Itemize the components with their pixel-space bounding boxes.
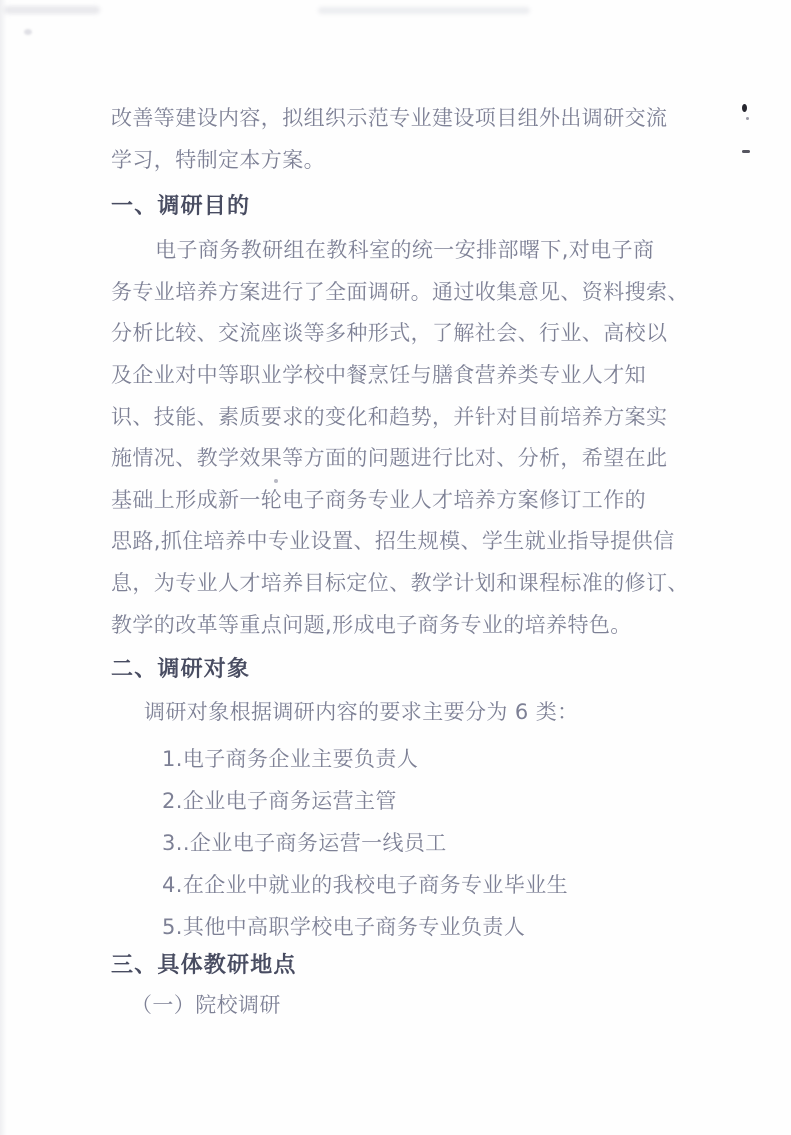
text-line: 教学的改革等重点问题,形成电子商务专业的培养特色。 <box>111 612 632 637</box>
scan-speck <box>742 104 747 112</box>
scan-smudge <box>318 7 530 14</box>
list-item: 1.电子商务企业主要负责人 <box>162 746 419 771</box>
text-line: 学习，特制定本方案。 <box>111 147 325 172</box>
scan-smudge <box>24 29 32 35</box>
text-line: 改善等建设内容，拟组织示范专业建设项目组外出调研交流 <box>111 106 668 130</box>
section2-lead: 调研对象根据调研内容的要求主要分为 6 类： <box>144 700 579 725</box>
intro-paragraph <box>111 98 696 181</box>
section2-list <box>111 738 696 948</box>
text-line: 及企业对中等职业学校中餐烹饪与膳食营养类专业人才知 <box>111 362 646 387</box>
list-item: 2.企业电子商务运营主管 <box>162 788 397 813</box>
list-item: 4.在企业中就业的我校电子商务专业毕业生 <box>162 872 569 897</box>
text-line: 思路,抓住培养中专业设置、招生规模、学生就业指导提供信 <box>111 529 675 554</box>
section2-heading: 二、调研对象 <box>111 657 251 683</box>
text-line: 息，为专业人才培养目标定位、教学计划和课程标准的修订、 <box>111 570 689 595</box>
scan-edge-shadow <box>0 0 7 1135</box>
text-line: 分析比较、交流座谈等多种形式，了解社会、行业、高校以 <box>111 321 668 346</box>
document-content <box>111 98 696 1026</box>
scan-smudge <box>4 6 100 14</box>
list-item: 3..企业电子商务运营一线员工 <box>162 830 447 855</box>
scan-speck <box>742 150 750 153</box>
section1-paragraph <box>111 230 696 646</box>
section3-heading: 三、具体教研地点 <box>111 952 297 978</box>
section3-subheading: （一）院校调研 <box>131 992 281 1017</box>
text-line: 电子商务教研组在教科室的统一安排部曙下,对电子商 <box>155 238 655 263</box>
text-line: 施情况、教学效果等方面的问题进行比对、分析，希望在此 <box>111 446 668 471</box>
section1-heading: 一、调研目的 <box>111 194 251 220</box>
scan-speck <box>746 117 749 120</box>
text-line: 务专业培养方案进行了全面调研。通过收集意见、资料搜索、 <box>111 279 689 304</box>
text-line: 识、技能、素质要求的变化和趋势，并针对目前培养方案实 <box>111 404 668 429</box>
list-item: 5.其他中高职学校电子商务专业负责人 <box>162 914 526 939</box>
text-line: 基础上形成新一轮电子商务专业人才培养方案修订工作的 <box>111 487 646 512</box>
